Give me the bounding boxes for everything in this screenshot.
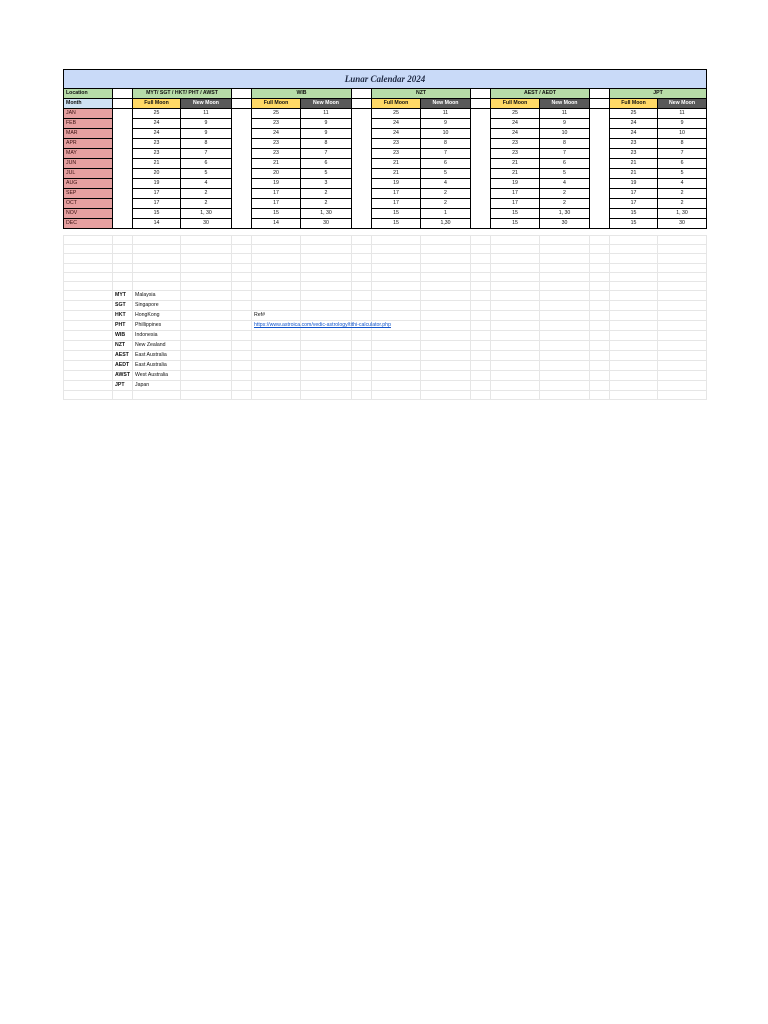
month-row: [64, 119, 707, 129]
full-moon-date: 24: [491, 129, 540, 139]
full-moon-header: Full Moon: [133, 99, 181, 109]
new-moon-date: 11: [658, 109, 707, 119]
full-moon-date: 24: [491, 119, 540, 129]
full-moon-date: 23: [372, 139, 421, 149]
full-moon-date: 24: [610, 119, 658, 129]
new-moon-date: 6: [421, 159, 471, 169]
legend-row: [64, 311, 707, 321]
new-moon-date: 2: [658, 199, 707, 209]
full-moon-date: 15: [610, 209, 658, 219]
full-moon-date: 25: [610, 109, 658, 119]
new-moon-date: 10: [540, 129, 590, 139]
new-moon-date: 30: [181, 219, 232, 229]
full-moon-date: 19: [133, 179, 181, 189]
full-moon-date: 21: [491, 169, 540, 179]
new-moon-date: 5: [658, 169, 707, 179]
legend-row: [64, 321, 707, 331]
full-moon-date: 24: [610, 129, 658, 139]
new-moon-date: 9: [421, 119, 471, 129]
month-cell: JAN: [64, 109, 113, 119]
full-moon-date: 20: [133, 169, 181, 179]
location-header: MYT/ SGT / HKT/ PHT / AWST: [133, 89, 232, 99]
location-header: JPT: [610, 89, 707, 99]
full-moon-date: 23: [372, 149, 421, 159]
new-moon-date: 2: [181, 199, 232, 209]
full-moon-date: 23: [252, 139, 301, 149]
new-moon-header: New Moon: [540, 99, 590, 109]
full-moon-date: 25: [491, 109, 540, 119]
full-moon-header: Full Moon: [610, 99, 658, 109]
new-moon-date: 8: [658, 139, 707, 149]
lunar-calendar-table: [63, 69, 707, 229]
new-moon-date: 11: [540, 109, 590, 119]
month-cell: DEC: [64, 219, 113, 229]
legend-row: [64, 291, 707, 301]
new-moon-date: 1, 30: [540, 209, 590, 219]
new-moon-date: 2: [421, 189, 471, 199]
full-moon-date: 17: [252, 189, 301, 199]
spreadsheet: [63, 69, 706, 400]
full-moon-date: 17: [610, 189, 658, 199]
full-moon-date: 23: [133, 139, 181, 149]
full-moon-date: 21: [133, 159, 181, 169]
timezone-name: Indonesia: [133, 331, 181, 341]
full-moon-date: 17: [610, 199, 658, 209]
legend-row: [64, 381, 707, 391]
new-moon-date: 10: [658, 129, 707, 139]
new-moon-header: New Moon: [301, 99, 352, 109]
new-moon-date: 30: [658, 219, 707, 229]
full-moon-date: 23: [252, 119, 301, 129]
timezone-abbr: SGT: [113, 301, 133, 311]
location-label: Location: [64, 89, 113, 99]
timezone-name: Singapore: [133, 301, 181, 311]
month-cell: MAY: [64, 149, 113, 159]
month-row: [64, 179, 707, 189]
full-moon-date: 17: [133, 199, 181, 209]
reference-label: Ref#: [252, 311, 301, 321]
location-header: AEST / AEDT: [491, 89, 590, 99]
full-moon-date: 19: [610, 179, 658, 189]
new-moon-date: 8: [301, 139, 352, 149]
timezone-name: Malaysia: [133, 291, 181, 301]
full-moon-date: 23: [252, 149, 301, 159]
new-moon-date: 6: [301, 159, 352, 169]
new-moon-date: 2: [540, 189, 590, 199]
new-moon-date: 3: [301, 179, 352, 189]
month-row: [64, 159, 707, 169]
month-row: [64, 129, 707, 139]
new-moon-header: New Moon: [421, 99, 471, 109]
month-row: [64, 219, 707, 229]
full-moon-date: 17: [372, 189, 421, 199]
month-cell: AUG: [64, 179, 113, 189]
full-moon-date: 15: [372, 209, 421, 219]
full-moon-date: 14: [252, 219, 301, 229]
new-moon-date: 6: [658, 159, 707, 169]
month-cell: JUL: [64, 169, 113, 179]
new-moon-date: 8: [421, 139, 471, 149]
new-moon-date: 9: [301, 129, 352, 139]
new-moon-date: 8: [540, 139, 590, 149]
new-moon-header: New Moon: [658, 99, 707, 109]
full-moon-date: 17: [491, 199, 540, 209]
month-cell: APR: [64, 139, 113, 149]
full-moon-date: 17: [372, 199, 421, 209]
new-moon-date: 1, 30: [658, 209, 707, 219]
month-cell: MAR: [64, 129, 113, 139]
legend-row: [64, 361, 707, 371]
new-moon-date: 7: [540, 149, 590, 159]
new-moon-date: 11: [421, 109, 471, 119]
month-cell: SEP: [64, 189, 113, 199]
month-row: [64, 209, 707, 219]
new-moon-date: 7: [658, 149, 707, 159]
full-moon-header: Full Moon: [491, 99, 540, 109]
full-moon-date: 15: [252, 209, 301, 219]
full-moon-date: 24: [133, 129, 181, 139]
full-moon-date: 21: [372, 169, 421, 179]
full-moon-date: 24: [133, 119, 181, 129]
timezone-abbr: NZT: [113, 341, 133, 351]
month-row: [64, 199, 707, 209]
full-moon-date: 24: [372, 119, 421, 129]
full-moon-date: 24: [372, 129, 421, 139]
full-moon-date: 25: [252, 109, 301, 119]
new-moon-date: 7: [421, 149, 471, 159]
new-moon-date: 1,30: [421, 219, 471, 229]
new-moon-date: 5: [421, 169, 471, 179]
full-moon-date: 23: [610, 139, 658, 149]
full-moon-date: 17: [133, 189, 181, 199]
timezone-name: West Australia: [133, 371, 181, 381]
month-row: [64, 169, 707, 179]
new-moon-date: 11: [181, 109, 232, 119]
full-moon-date: 15: [372, 219, 421, 229]
month-cell: OCT: [64, 199, 113, 209]
new-moon-date: 10: [421, 129, 471, 139]
new-moon-date: 30: [301, 219, 352, 229]
month-label: Month: [64, 99, 113, 109]
new-moon-date: 11: [301, 109, 352, 119]
month-cell: JUN: [64, 159, 113, 169]
new-moon-date: 7: [301, 149, 352, 159]
full-moon-date: 14: [133, 219, 181, 229]
full-moon-date: 21: [491, 159, 540, 169]
month-row: [64, 139, 707, 149]
full-moon-date: 15: [610, 219, 658, 229]
new-moon-date: 4: [421, 179, 471, 189]
timezone-abbr: WIB: [113, 331, 133, 341]
full-moon-date: 23: [491, 149, 540, 159]
new-moon-date: 6: [181, 159, 232, 169]
full-moon-date: 21: [252, 159, 301, 169]
timezone-abbr: MYT: [113, 291, 133, 301]
new-moon-date: 4: [181, 179, 232, 189]
full-moon-date: 21: [610, 169, 658, 179]
new-moon-date: 4: [540, 179, 590, 189]
full-moon-date: 24: [252, 129, 301, 139]
month-row: [64, 109, 707, 119]
full-moon-date: 21: [372, 159, 421, 169]
legend-row: [64, 341, 707, 351]
new-moon-date: 2: [301, 199, 352, 209]
calendar-title: Lunar Calendar 2024: [64, 70, 707, 89]
timezone-abbr: AWST: [113, 371, 133, 381]
full-moon-date: 15: [491, 219, 540, 229]
new-moon-date: 9: [540, 119, 590, 129]
timezone-name: Phillippines: [133, 321, 181, 331]
timezone-name: East Australia: [133, 361, 181, 371]
legend-row: [64, 331, 707, 341]
full-moon-date: 19: [491, 179, 540, 189]
new-moon-date: 4: [658, 179, 707, 189]
new-moon-date: 2: [658, 189, 707, 199]
timezone-abbr: AEST: [113, 351, 133, 361]
new-moon-date: 5: [301, 169, 352, 179]
full-moon-date: 23: [610, 149, 658, 159]
full-moon-date: 19: [372, 179, 421, 189]
full-moon-date: 15: [491, 209, 540, 219]
timezone-abbr: HKT: [113, 311, 133, 321]
full-moon-date: 15: [133, 209, 181, 219]
new-moon-date: 5: [540, 169, 590, 179]
notes-grid: [63, 235, 707, 400]
timezone-abbr: AEDT: [113, 361, 133, 371]
full-moon-date: 23: [491, 139, 540, 149]
new-moon-date: 6: [540, 159, 590, 169]
timezone-abbr: JPT: [113, 381, 133, 391]
new-moon-date: 2: [181, 189, 232, 199]
new-moon-date: 5: [181, 169, 232, 179]
new-moon-date: 9: [658, 119, 707, 129]
legend-row: [64, 301, 707, 311]
location-header: NZT: [372, 89, 471, 99]
location-header: WIB: [252, 89, 352, 99]
full-moon-header: Full Moon: [372, 99, 421, 109]
new-moon-date: 1, 30: [301, 209, 352, 219]
new-moon-date: 9: [181, 119, 232, 129]
legend-row: [64, 371, 707, 381]
reference-link[interactable]: https://www.astroica.com/vedic-astrology/tithi-calculator.php: [252, 321, 301, 331]
new-moon-date: 1: [421, 209, 471, 219]
new-moon-date: 7: [181, 149, 232, 159]
full-moon-date: 17: [252, 199, 301, 209]
month-cell: FEB: [64, 119, 113, 129]
full-moon-date: 23: [133, 149, 181, 159]
timezone-name: New Zealand: [133, 341, 181, 351]
new-moon-header: New Moon: [181, 99, 232, 109]
timezone-name: HongKong: [133, 311, 181, 321]
new-moon-date: 9: [301, 119, 352, 129]
new-moon-date: 9: [181, 129, 232, 139]
new-moon-date: 8: [181, 139, 232, 149]
new-moon-date: 2: [540, 199, 590, 209]
new-moon-date: 2: [301, 189, 352, 199]
full-moon-date: 25: [372, 109, 421, 119]
full-moon-date: 17: [491, 189, 540, 199]
legend-row: [64, 351, 707, 361]
month-row: [64, 149, 707, 159]
new-moon-date: 1, 30: [181, 209, 232, 219]
new-moon-date: 2: [421, 199, 471, 209]
timezone-name: East Australia: [133, 351, 181, 361]
month-cell: NOV: [64, 209, 113, 219]
timezone-name: Japan: [133, 381, 181, 391]
new-moon-date: 30: [540, 219, 590, 229]
month-row: [64, 189, 707, 199]
full-moon-date: 20: [252, 169, 301, 179]
full-moon-header: Full Moon: [252, 99, 301, 109]
full-moon-date: 25: [133, 109, 181, 119]
full-moon-date: 19: [252, 179, 301, 189]
full-moon-date: 21: [610, 159, 658, 169]
timezone-abbr: PHT: [113, 321, 133, 331]
